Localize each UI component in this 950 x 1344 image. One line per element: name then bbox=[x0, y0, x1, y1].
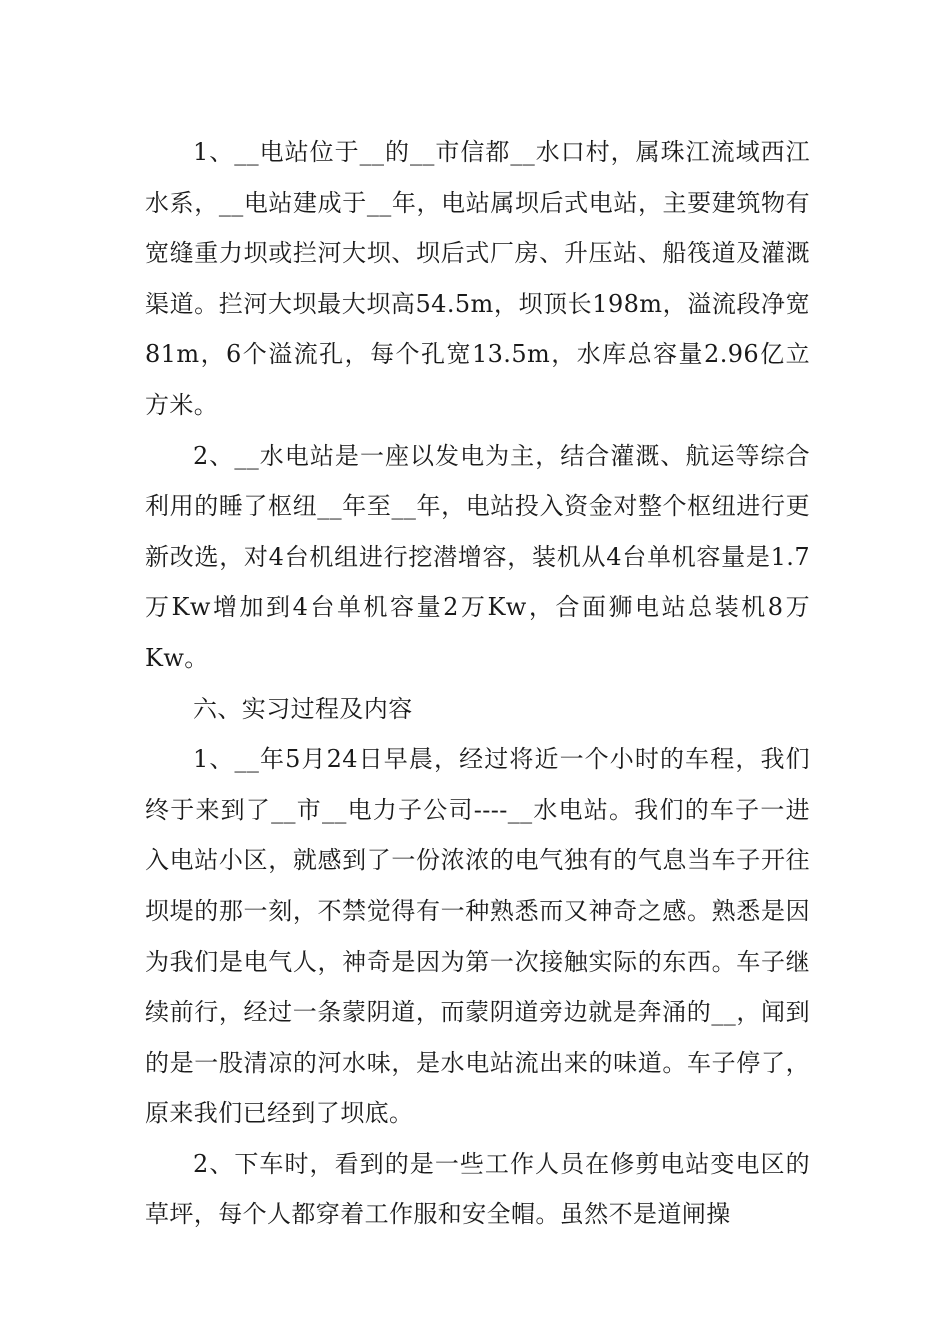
paragraph-getting-off: 2、下车时，看到的是一些工作人员在修剪电站变电区的草坪，每个人都穿着工作服和安全帽。虽然不是道闸操 bbox=[145, 1149, 810, 1229]
document-page bbox=[145, 127, 810, 1240]
section-heading: 六、实习过程及内容 bbox=[193, 694, 413, 723]
paragraph-station-function: 2、__水电站是一座以发电为主，结合灌溉、航运等综合利用的睡了枢纽__年至__年，电站投入资金对整个枢纽进行更新改选，对4台机组进行挖潜增容，装机从4台单机容量是1.7万Kw增加到4台单机容量2万Kw，合面狮电站总装机8万Kw。 bbox=[145, 441, 810, 672]
paragraph-station-overview: 1、__电站位于__的__市信都__水口村，属珠江流域西江水系，__电站建成于__年，电站属坝后式电站，主要建筑物有宽缝重力坝或拦河大坝、坝后式厂房、升压站、船筏道及灌溉渠道。拦河大坝最大坝高54.5m，坝顶长198m，溢流段净宽81m，6个溢流孔，每个孔宽13.5m，水库总容量2.96亿立方米。 bbox=[145, 138, 810, 419]
paragraph-arrival: 1、__年5月24日早晨，经过将近一个小时的车程，我们终于来到了__市__电力子公司----__水电站。我们的车子一进入电站小区，就感到了一份浓浓的电气独有的气息当车子开往坝堤的那一刻，不禁觉得有一种熟悉而又神奇之感。熟悉是因为我们是电气人，神奇是因为第一次接触实际的东西。车子继续前行，经过一条蒙阴道，而蒙阴道旁边就是奔涌的__，闻到的是一股清凉的河水味，是水电站流出来的味道。车子停了，原来我们已经到了坝底。 bbox=[145, 745, 810, 1128]
